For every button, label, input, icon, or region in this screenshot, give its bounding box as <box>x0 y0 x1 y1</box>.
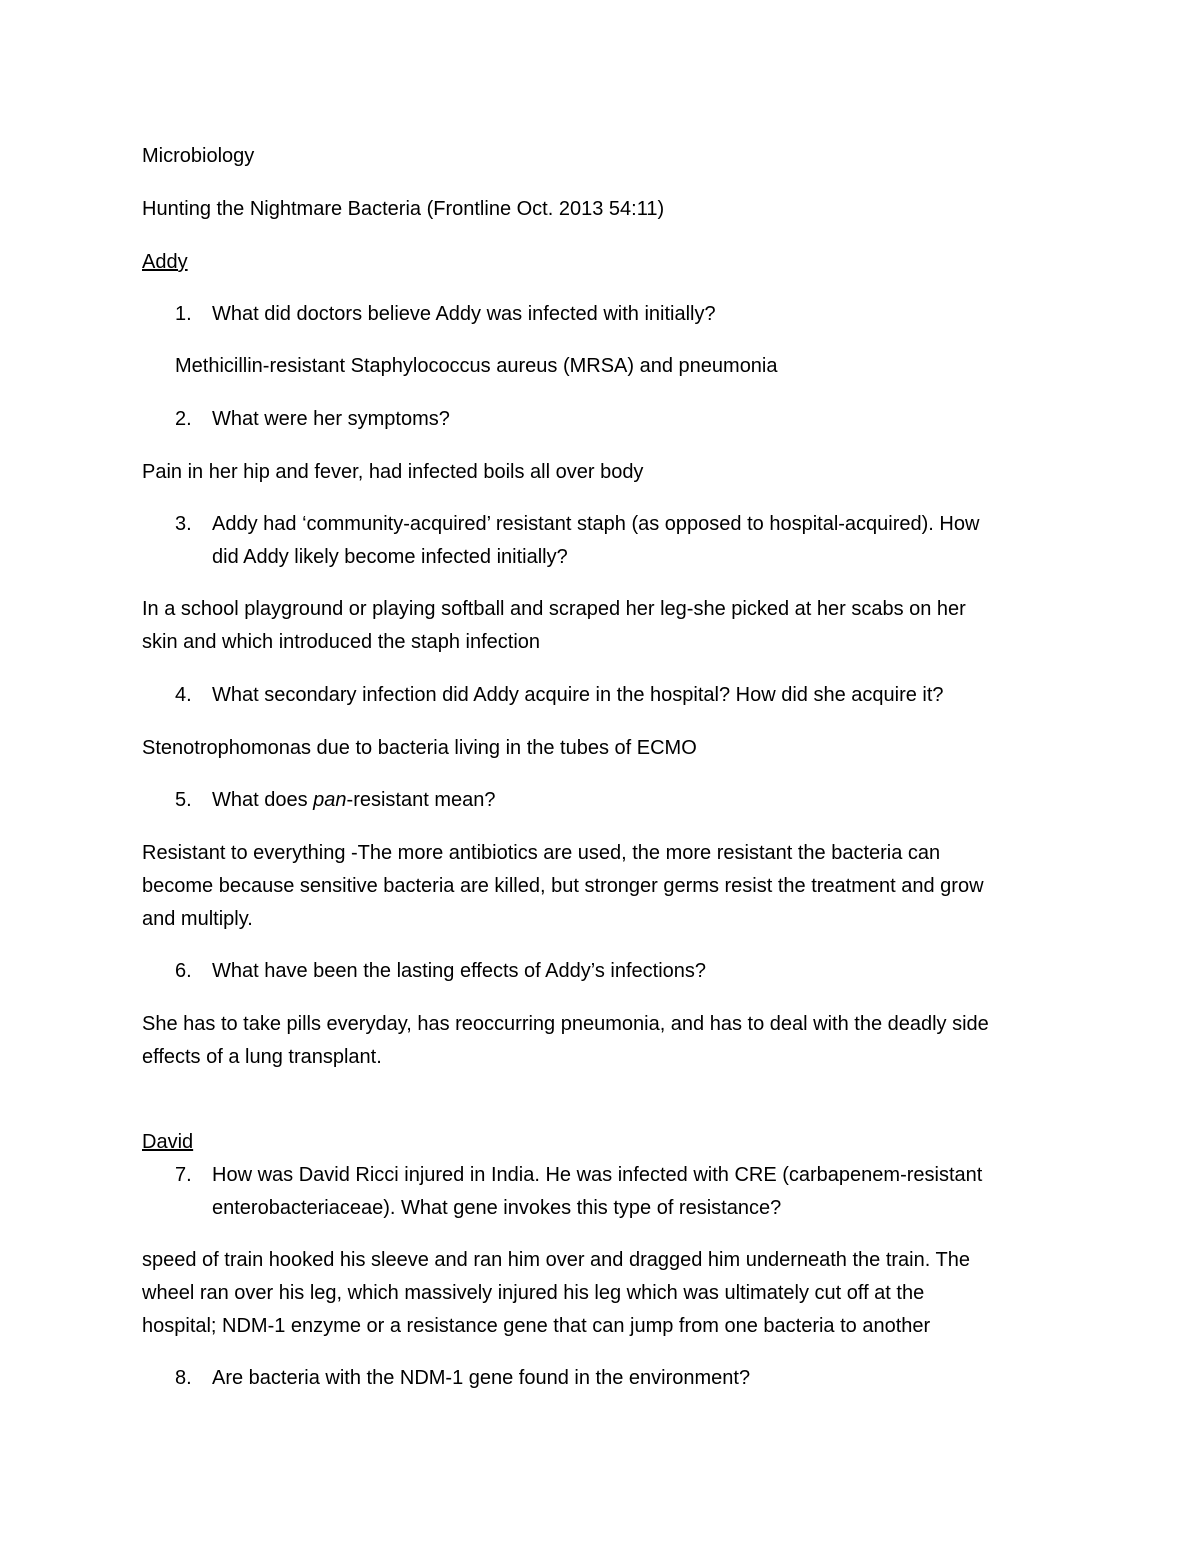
question-number: 1. <box>175 303 192 325</box>
answer-text: She has to take pills everyday, has reoccurring pneumonia, and has to deal with the deadly side <box>142 1013 989 1035</box>
question-text: Are bacteria with the NDM-1 gene found in the environment? <box>212 1367 751 1389</box>
question-text: enterobacteriaceae). What gene invokes this type of resistance? <box>212 1197 782 1219</box>
question-text: What did doctors believe Addy was infected with initially? <box>212 303 716 325</box>
question-text: What secondary infection did Addy acquire in the hospital? How did she acquire it? <box>212 684 944 706</box>
subject-heading: Microbiology <box>142 145 255 167</box>
answer-text: and multiply. <box>142 908 253 930</box>
answer-text: hospital; NDM-1 enzyme or a resistance gene that can jump from one bacteria to another <box>142 1315 931 1337</box>
document-title: Hunting the Nightmare Bacteria (Frontline Oct. 2013 54:11) <box>142 198 665 220</box>
question-number: 2. <box>175 408 192 430</box>
question-text-post: -resistant mean? <box>346 789 496 811</box>
answer-text: effects of a lung transplant. <box>142 1046 382 1068</box>
answer-text: speed of train hooked his sleeve and ran him over and dragged him underneath the train. The <box>142 1249 970 1271</box>
answer-text: Pain in her hip and fever, had infected boils all over body <box>142 461 644 483</box>
question-number: 7. <box>175 1164 192 1186</box>
answer-text: Resistant to everything -The more antibiotics are used, the more resistant the bacteria can <box>142 842 941 864</box>
question-text: did Addy likely become infected initially? <box>212 546 568 568</box>
question-number: 8. <box>175 1367 192 1389</box>
answer-text: wheel ran over his leg, which massively injured his leg which was ultimately cut off at the <box>142 1282 925 1304</box>
question-text: Addy had ‘community-acquired’ resistant staph (as opposed to hospital-acquired). How <box>212 513 980 535</box>
answer-text: Methicillin-resistant Staphylococcus aureus (MRSA) and pneumonia <box>175 355 778 377</box>
question-number: 6. <box>175 960 192 982</box>
question-number: 5. <box>175 789 192 811</box>
section-heading-david: David <box>142 1131 194 1153</box>
section-heading-addy: Addy <box>142 251 188 273</box>
answer-text: In a school playground or playing softball and scraped her leg-she picked at her scabs on her <box>142 598 966 620</box>
answer-text: Stenotrophomonas due to bacteria living in the tubes of ECMO <box>142 737 697 759</box>
answer-text: skin and which introduced the staph infection <box>142 631 541 653</box>
question-text: What have been the lasting effects of Addy’s infections? <box>212 960 707 982</box>
answer-text: become because sensitive bacteria are killed, but stronger germs resist the treatment and grow <box>142 875 984 897</box>
question-text-pre: What does <box>212 789 314 811</box>
question-text-italic: pan <box>313 789 347 811</box>
question-number: 3. <box>175 513 192 535</box>
question-text <box>212 784 496 817</box>
question-text: What were her symptoms? <box>212 408 450 430</box>
question-number: 4. <box>175 684 192 706</box>
question-text: How was David Ricci injured in India. He was infected with CRE (carbapenem-resistant <box>212 1164 983 1186</box>
